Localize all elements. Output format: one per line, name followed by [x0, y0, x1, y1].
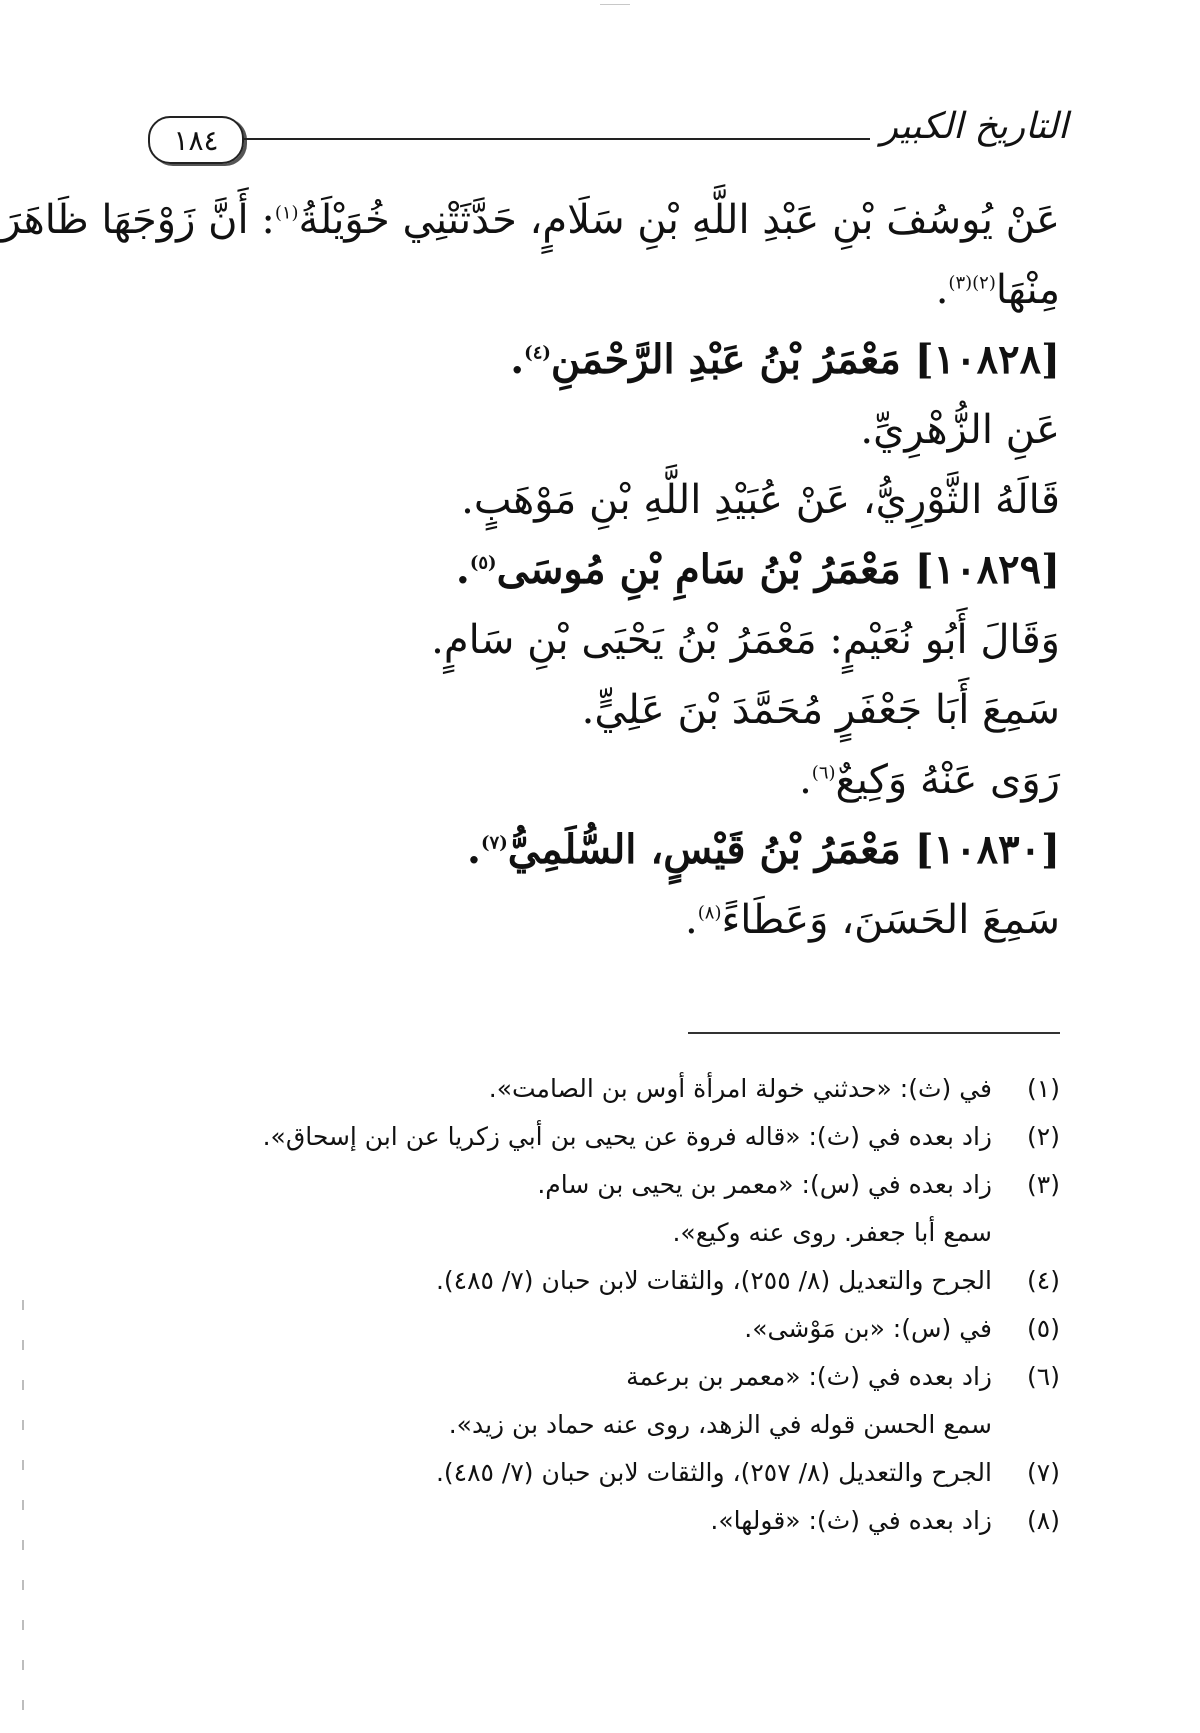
entry-heading [140, 815, 1060, 885]
footnote-continuation: سمع أبا جعفر. روى عنه وكيع». [672, 1218, 992, 1247]
line-tail: . [467, 826, 481, 873]
footnote-marker[interactable]: (٢)(٣) [948, 272, 996, 294]
footnote-number: (٤) [1027, 1266, 1060, 1295]
text-line [1, 185, 1060, 255]
footnote-number: (٢) [1027, 1122, 1060, 1151]
scan-artifact [22, 1300, 24, 1720]
footnote-text: زاد بعده في (ث): «قولها». [710, 1506, 992, 1535]
footnote-item [280, 1497, 1060, 1545]
footnote-text: زاد بعده في (ث): «قاله فروة عن يحيى بن أبي زكريا عن ابن إسحاق». [262, 1122, 992, 1151]
footnote-number: (١) [1027, 1074, 1060, 1103]
line-text: [١٠٨٢٩] مَعْمَرُ بْنُ سَامِ بْنِ مُوسَى [496, 546, 1060, 593]
scan-artifact [600, 4, 630, 5]
footnote-item [280, 1161, 1060, 1209]
entry-heading [140, 535, 1060, 605]
line-text: [١٠٨٣٠] مَعْمَرُ بْنُ قَيْسٍ، السُّلَمِيُّ [507, 826, 1060, 873]
footnote-text: الجرح والتعديل (٨/ ٢٥٥)، والثقات لابن حبان (٧/ ٤٨٥). [435, 1266, 992, 1295]
footnote-text: زاد بعده في (س): «معمر بن يحيى بن سام. [537, 1170, 992, 1199]
footnote-marker[interactable]: (٧) [480, 832, 508, 854]
line-text: عَنْ يُوسُفَ بْنِ عَبْدِ اللَّهِ بْنِ سَلَامٍ، حَدَّثَتْنِي خُوَيْلَةُ [298, 197, 1060, 243]
footnote-continuation: سمع الحسن قوله في الزهد، روى عنه حماد بن زيد». [448, 1410, 992, 1439]
footnote-number: (٦) [1027, 1362, 1060, 1391]
line-text: سَمِعَ أَبَا جَعْفَرٍ مُحَمَّدَ بْنَ عَلِيٍّ. [581, 687, 1060, 733]
line-tail: . [799, 757, 812, 803]
footnote-text: في (س): «بن مَوْشى». [744, 1314, 992, 1343]
footnote-number: (٧) [1027, 1458, 1060, 1487]
line-tail: : أَنَّ زَوْجَهَا ظَاهَرَ [1, 197, 275, 243]
line-text: وَقَالَ أَبُو نُعَيْمٍ: مَعْمَرُ بْنُ يَحْيَى بْنِ سَامٍ. [431, 617, 1060, 663]
text-line [140, 395, 1060, 465]
line-text: [١٠٨٢٨] مَعْمَرُ بْنُ عَبْدِ الرَّحْمَنِ [550, 336, 1060, 383]
footnote-text: زاد بعده في (ث): «معمر بن برعمة [626, 1362, 992, 1391]
text-line [140, 605, 1060, 675]
book-title: التاريخ الكبير [880, 106, 1068, 147]
line-tail: . [685, 897, 698, 943]
footnote-marker[interactable]: (٦) [811, 762, 836, 784]
text-line [140, 745, 1060, 815]
header-rule [242, 138, 870, 140]
footnote-item [262, 1113, 1060, 1161]
footnote-text: في (ث): «حدثني خولة امرأة أوس بن الصامت». [488, 1074, 992, 1103]
text-line [140, 885, 1060, 955]
footnote-item [280, 1065, 1060, 1113]
line-text: مِنْهَا [995, 267, 1060, 313]
footnote-number: (٣) [1027, 1170, 1060, 1199]
footnotes [262, 1065, 1060, 1545]
line-text: سَمِعَ الحَسَنَ، وَعَطَاءً [721, 897, 1060, 943]
footnote-marker[interactable]: (١) [274, 202, 299, 224]
footnote-text: الجرح والتعديل (٨/ ٢٥٧)، والثقات لابن حبان (٧/ ٤٨٥). [435, 1458, 992, 1487]
line-tail: . [935, 267, 949, 313]
line-text: رَوَى عَنْهُ وَكِيعٌ [835, 757, 1060, 803]
footnote-marker[interactable]: (٥) [469, 552, 497, 574]
footnote-number: (٨) [1027, 1506, 1060, 1535]
text-line [140, 255, 1060, 325]
line-text: قَالَهُ الثَّوْرِيُّ، عَنْ عُبَيْدِ اللَّهِ بْنِ مَوْهَبٍ. [461, 477, 1060, 523]
line-text: عَنِ الزُّهْرِيِّ. [860, 407, 1060, 453]
page-header [148, 106, 1068, 176]
footnote-item [280, 1353, 1060, 1401]
main-text [1, 185, 1060, 955]
text-line [140, 465, 1060, 535]
footnote-item [280, 1305, 1060, 1353]
footnote-marker[interactable]: (٤) [524, 342, 551, 364]
footnote-number: (٥) [1027, 1314, 1060, 1343]
footnote-item [280, 1449, 1060, 1497]
footnote-separator [688, 1032, 1060, 1034]
line-tail: . [455, 546, 470, 593]
entry-heading [140, 325, 1060, 395]
text-line [140, 675, 1060, 745]
footnote-item [280, 1257, 1060, 1305]
page-number: ١٨٤ [148, 116, 244, 164]
footnote-marker[interactable]: (٨) [697, 902, 722, 924]
line-tail: . [510, 336, 525, 383]
